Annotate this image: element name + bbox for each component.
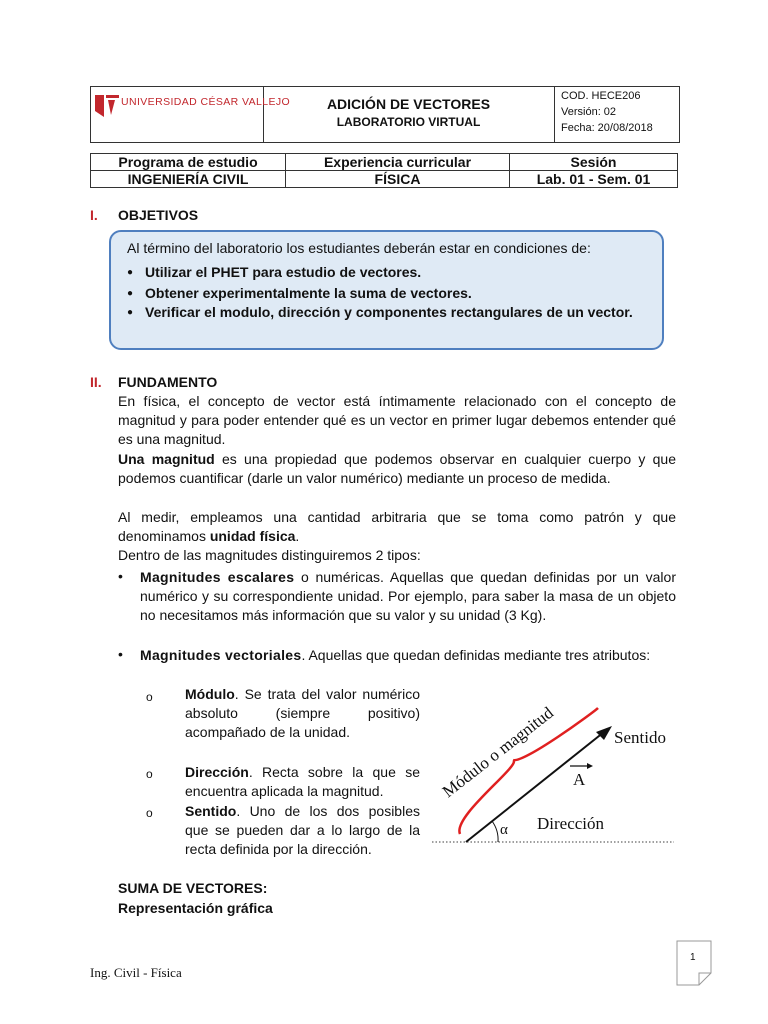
objective-text: Utilizar el PHET para estudio de vectores. [145,264,422,280]
table-cell: FÍSICA [286,171,510,188]
sub-bullet-icon: o [146,806,153,820]
sub-bullet-icon: o [146,767,153,781]
program-table-header-row [91,154,678,171]
modulo-label: Módulo o magnitud [438,703,557,802]
objectives-intro: Al término del laboratorio los estudiantes deberán estar en condiciones de: [127,240,591,256]
bullet-icon: ● [127,307,134,318]
footer-text: Ing. Civil - Física [90,965,182,980]
arrowhead-icon [596,726,612,740]
table-header-cell: Sesión [510,154,678,171]
section-number: I. [90,207,98,223]
doc-version: Versión: 02 [561,106,617,118]
program-table [90,153,678,188]
paragraph-text: . [295,528,300,544]
page-number-box [676,940,712,986]
paragraph: Dentro de las magnitudes distinguiremos 2 tipos: [118,547,421,563]
objective-text: Obtener experimentalmente la suma de vectores. [145,285,472,301]
objective-item [127,284,655,303]
table-header-cell: Experiencia curricular [286,154,510,171]
sub-bullet-text: . Se trata del valor numérico absoluto (siempre positivo) acompañado de la unidad. [185,686,420,740]
doc-date: Fecha: 20/08/2018 [561,122,653,134]
sub-bullet-icon: o [146,690,153,704]
sum-subtitle: Representación gráfica [118,900,273,916]
bold-term: Una magnitud [118,451,215,467]
bullet-item [140,568,676,625]
bullet-text: . Aquellas que quedan definidas mediante tres atributos: [301,647,651,663]
paragraph-text: Al medir, empleamos una cantidad arbitraria que se toma como patrón y que denominamos [118,509,676,544]
alpha-label: α [500,822,508,838]
document-title: ADICIÓN DE VECTORES [326,96,491,112]
bullet-icon: • [118,646,123,662]
paragraph-text: es una propiedad que podemos observar en cualquier cuerpo y que podemos cuantificar (darle un valor numérico) mediante un proceso de medida. [118,451,676,486]
bullet-icon: • [118,568,123,584]
bold-term: Sentido [185,803,237,819]
sub-bullet-item [185,802,420,859]
section-number: II. [90,374,102,390]
logo-cell [91,87,291,142]
meta-cell [554,87,680,142]
sentido-label: Sentido [614,728,666,747]
bullet-item [140,646,676,665]
objective-item [127,303,655,322]
bold-term: Magnitudes vectoriales [140,647,302,663]
bold-term: Módulo [185,686,235,702]
bullet-icon: ● [127,288,134,299]
section-title-fundamento: FUNDAMENTO [118,374,218,390]
vector-label: A [573,770,586,789]
doc-code: COD. HECE206 [561,90,641,102]
bullet-text: o numéricas. Aquellas que quedan definidas por un valor numérico y su correspondiente unidad. Por ejemplo, para saber la masa de un objeto no necesitamos más información que su valor y su unidad (3 Kg). [140,569,676,623]
bold-term: unidad física [209,528,296,544]
sum-title: SUMA DE VECTORES: [118,880,268,896]
sub-bullet-item [185,685,420,742]
university-name: UNIVERSIDAD CÉSAR VALLEJO [121,96,291,108]
document-header [90,86,680,143]
sub-bullet-text: . Recta sobre la que se encuentra aplicada la magnitud. [185,764,420,799]
objective-item [127,263,655,282]
angle-arc [492,821,498,842]
page-number: 1 [690,952,696,963]
paragraph: En física, el concepto de vector está íntimamente relacionado con el concepto de magnitud y para poder entender qué es un vector en primer lugar debemos entender qué es una magnitud. [118,393,676,447]
objective-text: Verificar el modulo, dirección y componentes rectangulares de un vector. [145,304,633,320]
program-table-value-row [91,171,678,188]
bold-term: Dirección [185,764,249,780]
bold-term: Magnitudes escalares [140,569,295,585]
paragraph [118,450,676,488]
table-cell: INGENIERÍA CIVIL [91,171,286,188]
table-cell: Lab. 01 - Sem. 01 [510,171,678,188]
vector-diagram [428,686,678,848]
objectives-box [109,230,664,350]
direccion-label: Dirección [537,814,605,833]
bullet-icon: ● [127,267,134,278]
sub-bullet-item [185,763,420,801]
table-header-cell: Programa de estudio [91,154,286,171]
university-logo-icon [95,93,119,117]
arrowhead-icon [587,763,593,769]
section-title-objetivos: OBJETIVOS [118,207,199,223]
sub-bullet-text: . Uno de los dos posibles que se pueden dar a lo largo de la recta definida por la dirección. [185,803,420,857]
paragraph [118,508,676,546]
document-subtitle: LABORATORIO VIRTUAL [336,115,481,129]
